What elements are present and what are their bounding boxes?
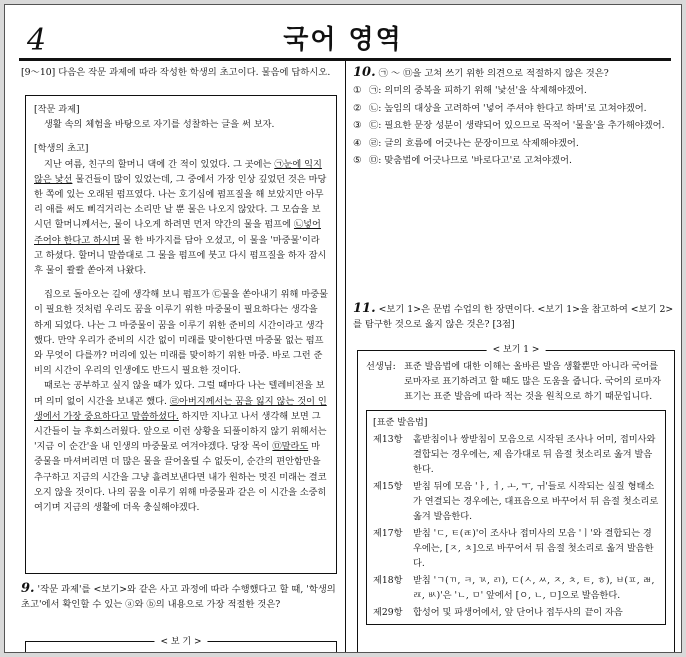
question-11-number: 11. [353, 301, 376, 316]
page-title: 국어 영역 [283, 25, 403, 55]
speech-text: 표준 발음법에 대한 이해는 올바른 발음 생활뿐만 아니라 국어를 로마자로 표기하려고 할 때도 많은 도움을 줍니다. 국어의 로마자 표기는 표준 발음에 따라 적는 것을 원칙으로 하기 때문입니다. [404, 361, 662, 402]
draft-paragraph-3 [34, 378, 328, 515]
q10-option-2[interactable] [353, 102, 675, 117]
rule-text: 받침 뒤에 모음 'ㅏ, ㅓ, ㅗ, ㅜ, ㅟ'들로 시작되는 실질 형태소가 연결되는 경우에는, 대표음으로 바꾸어서 뒤 음절 첫소리로 옮겨 발음한다. [413, 481, 659, 522]
option-number: ③ [353, 120, 362, 131]
question-11 [353, 301, 675, 332]
option-number: ⑤ [353, 155, 362, 166]
exam-page [4, 4, 682, 653]
q10-option-4[interactable] [353, 137, 675, 152]
rule-number: 제18항 [373, 575, 403, 586]
bogi-label: < 보기 1 > [487, 343, 546, 358]
speaker-label: 선생님: [366, 361, 396, 372]
question-9-number: 9. [21, 581, 35, 596]
rule-item [373, 605, 659, 620]
draft-paragraph-2: 집으로 돌아오는 길에 생각해 보니 펌프가 ㉢물을 쏟아내기 위해 마중물이 필요한 것처럼 우리도 꿈을 이루기 위한 마중물이 필요하다는 생각을 하게 되었다. 나는 그 마중물이 꿈을 이루기 위한 준비의 시간이라고 생각했다. 만약 우리가 준비의 시간 없이 미래를 맞이한다면 마중물 없는 펌프와 무엇이 다를까? 머리에 있는 미래를 맞이하기 위한 마중. 바로 그런 준비의 시간이 우리의 인생에도 반드시 필요한 것이다. [34, 289, 328, 377]
p3-text-b: 하지만 지나고 나서 생각해 보면 그 시간들이 늘 후회스러웠다. 앞으로 이런 상황을 되풀이하지 않기 위해서는 '지금 이 순간'을 내 인생의 마중물로 여겨야겠다. 당장 목이 [34, 410, 327, 453]
p1-text-c: 물 한 바가지를 담아 오셨고, 이 물을 '마중물'이라고 하셨다. 할머니 말씀대로 그 물을 펌프에 붓고 다시 펌프질을 하자 잠시 후 물이 콸콸 쏟아져 나왔다. [34, 234, 327, 277]
task-text: 생활 속의 체험을 바탕으로 자기를 성찰하는 글을 써 보자. [44, 119, 275, 131]
draft-heading: [학생의 초고] [34, 143, 89, 155]
teacher-speech [366, 359, 666, 404]
rule-number: 제17항 [373, 528, 403, 539]
question-10-number: 10. [353, 65, 376, 80]
p1-text-b: 물건들이 많이 있었는데, 그 중에서 가장 인상 깊었던 것은 마당 한 쪽에 있는 오래된 펌프였다. 나는 호기심에 펌프질을 해 보았지만 아무리 애를 써도 삐걱거리는 소리만 날 뿐 물은 나오지 않았다. 그 모습을 보시던 할머니께서는, 물이 나오게 하려면 먼저 약간의 물을 펌프에 [34, 173, 327, 231]
option-number: ④ [353, 137, 362, 149]
question-9-bogi-box [25, 637, 337, 653]
rule-text: 받침 'ㄱ(ㄲ, ㅋ, ㄳ, ㄺ), ㄷ(ㅅ, ㅆ, ㅈ, ㅊ, ㅌ, ㅎ), ㅂ(ㅍ, ㄼ, ㄿ, ㅄ)'은 'ㄴ, ㅁ' 앞에서 [ㅇ, ㄴ, ㅁ]으로 발음한다. [413, 575, 655, 601]
underline-a: ㉠눈에 익지 않은 낯선 [34, 158, 322, 185]
option-text: ㉡: 높임의 대상을 고려하여 '넣어 주셔야 한다고 하며'로 고쳐야겠어. [369, 102, 647, 114]
option-number: ① [353, 85, 362, 96]
passage-intro [21, 65, 339, 80]
q10-option-1[interactable] [353, 84, 675, 99]
option-number: ② [353, 102, 362, 114]
q10-option-3[interactable] [353, 119, 675, 134]
rule-number: 제15항 [373, 481, 403, 492]
rule-number: 제29항 [373, 607, 403, 618]
intro-text: [9～10] 다음은 작문 과제에 따라 작성한 학생의 초고이다. 물음에 답하시오. [21, 67, 331, 78]
question-11-text: <보기 1>은 문법 수업의 한 장면이다. <보기 1>을 참고하여 <보기 2>를 탐구한 것으로 옳지 않은 것은? [3점] [353, 304, 674, 330]
rule-item [373, 573, 659, 603]
question-10-text: ㉠ ～ ㉤을 고쳐 쓰기 위한 의견으로 적절하지 않은 것은? [378, 68, 609, 79]
p3-text-c: 마중물을 마셔버리면 더 많은 물을 끌어올릴 수 없듯이, 순간의 편안함만을 추구하고 지금의 시간을 그냥 흘려보낸다면 내가 원하는 멋진 미래는 결코 오지 않을 것이다. 나의 꿈을 이루기 위해 마중물과 같은 이 시간을 소중히 여기며 지금의 생활에 더욱 충실해야겠다. [34, 441, 327, 514]
draft-paragraph-1 [34, 157, 328, 279]
rule-text: 합성어 및 파생어에서, 앞 단어나 접두사의 끝이 자음 [413, 607, 623, 618]
p1-text-a: 지난 여름, 친구의 할머니 댁에 간 적이 있었다. 그 곳에는 [44, 158, 275, 170]
task-heading: [작문 과제] [34, 104, 80, 115]
q10-option-5[interactable] [353, 154, 675, 169]
essay-box [25, 95, 337, 574]
underline-e: ㉤말라도 [272, 441, 309, 453]
page-number: 4 [27, 23, 47, 58]
rule-text: 받침 'ㄷ, ㅌ(ㄾ)'이 조사나 접미사의 모음 'ㅣ'와 결합되는 경우에는, [ㅈ, ㅊ]으로 바꾸어서 뒤 음절 첫소리로 옮겨 발음한다. [413, 528, 654, 569]
rule-text: 홑받침이나 쌍받침이 모음으로 시작된 조사나 어미, 접미사와 결합되는 경우에는, 제 음가대로 뒤 음절 첫소리로 옮겨 발음한다. [413, 434, 656, 475]
rules-heading: [표준 발음법] [373, 417, 428, 428]
rule-number: 제13항 [373, 434, 403, 445]
rule-item [373, 479, 659, 524]
question-9-text: '작문 과제'를 <보기>와 같은 사고 과정에 따라 수행했다고 할 때, '학생의 초고'에서 확인할 수 있는 ⓐ와 ⓑ의 내용으로 가장 적절한 것은? [21, 584, 336, 610]
option-text: ㉣: 글의 흐름에 어긋나는 문장이므로 삭제해야겠어. [369, 137, 579, 149]
question-9 [21, 581, 339, 612]
option-text: ㉢: 필요한 문장 성분이 생략되어 있으므로 목적어 '물을'을 추가해야겠어. [369, 120, 665, 131]
pronunciation-rules-box [366, 410, 666, 625]
question-11-bogi-box [357, 345, 675, 653]
underline-d: ㉣아버지께서는 꿈을 잃지 않는 것이 인생에서 가장 중요하다고 말씀하셨다. [34, 395, 327, 422]
question-10 [353, 65, 675, 169]
rule-item [373, 526, 659, 571]
column-divider [345, 61, 346, 652]
bogi-label: < 보 기 > [154, 634, 207, 647]
p3-text-a: 때로는 공부하고 싶지 않을 때가 있다. 그럴 때마다 나는 텔레비전을 보며 의미 없이 시간을 보내곤 했다. [34, 380, 325, 407]
underline-b: ㉡넣어 주어야 한다고 하시며 [34, 219, 321, 246]
rule-item [373, 432, 659, 477]
option-text: ㉤: 맞춤법에 어긋나므로 '바로다고'로 고쳐야겠어. [369, 155, 572, 166]
option-text: ㉠: 의미의 중복을 피하기 위해 '낯선'을 삭제해야겠어. [369, 85, 587, 96]
